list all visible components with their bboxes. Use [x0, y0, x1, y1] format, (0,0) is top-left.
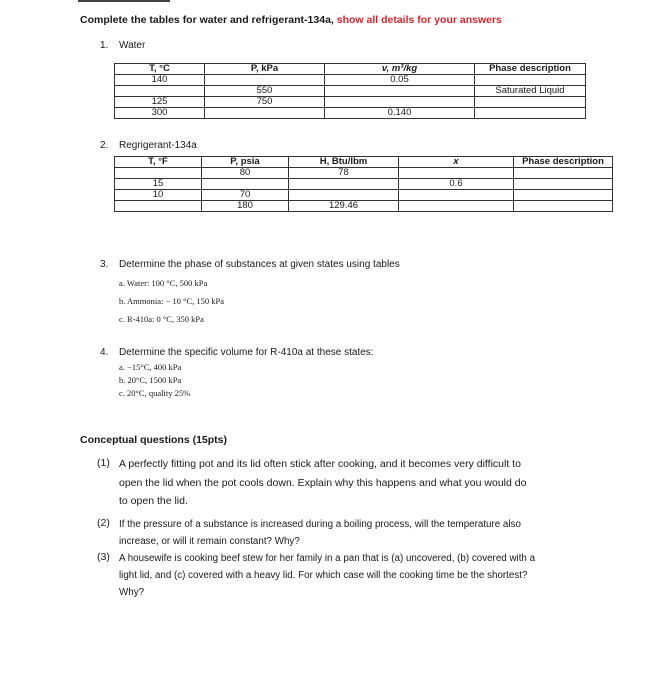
- header-cell: P, psia: [202, 157, 289, 168]
- table-cell: [514, 201, 613, 212]
- r134a-table: [114, 156, 613, 212]
- table-cell: [205, 75, 325, 86]
- table-row: [115, 97, 586, 108]
- section-4-item: b. 20°C, 1500 kPa: [119, 375, 182, 385]
- question-line: light lid, and (c) covered with a heavy lid. For which case will the cooking time be the shortest?: [119, 570, 528, 581]
- table-cell: [202, 179, 289, 190]
- header-cell: x: [399, 157, 514, 168]
- table-cell: [475, 97, 586, 108]
- table-cell: 140: [115, 75, 205, 86]
- table-cell: [514, 168, 613, 179]
- header-cell: H, Btu/lbm: [289, 157, 399, 168]
- question-number: (1): [97, 457, 110, 469]
- header-cell: T, °C: [115, 64, 205, 75]
- table-cell: [475, 108, 586, 119]
- heading-text: Complete the tables for water and refrigerant-134a,: [80, 14, 334, 26]
- section-4-item: c. 20°C, quality 25%: [119, 388, 191, 398]
- table-cell: 180: [202, 201, 289, 212]
- table-row: [115, 168, 613, 179]
- water-table-header: [115, 64, 586, 75]
- table-cell: 0.05: [325, 75, 475, 86]
- table-cell: 70: [202, 190, 289, 201]
- table-cell: 78: [289, 168, 399, 179]
- table-cell: 15: [115, 179, 202, 190]
- table-cell: 300: [115, 108, 205, 119]
- table-cell: [475, 75, 586, 86]
- table-cell: [115, 168, 202, 179]
- section-4-item: a. −15°C, 400 kPa: [119, 362, 182, 372]
- table-cell: 750: [205, 97, 325, 108]
- section-2-title: Regrigerant-134a: [119, 140, 197, 151]
- question-number: (3): [97, 551, 110, 563]
- section-3-title: Determine the phase of substances at given states using tables: [119, 259, 400, 270]
- table-cell: 125: [115, 97, 205, 108]
- table-cell: [115, 86, 205, 97]
- table-cell: [514, 179, 613, 190]
- header-cell: Phase description: [475, 64, 586, 75]
- question-text: [119, 550, 535, 601]
- question-text: [119, 516, 521, 550]
- section-3-item: c. R-410a: 0 °C, 350 kPa: [119, 314, 204, 324]
- table-cell: Saturated Liquid: [475, 86, 586, 97]
- table-cell: 550: [205, 86, 325, 97]
- table-cell: 129.46: [289, 201, 399, 212]
- question-number: (2): [97, 517, 110, 529]
- question-line: increase, or will it remain constant? Why?: [119, 536, 300, 547]
- heading-highlight: show all details for your answers: [336, 14, 502, 26]
- question-line: A housewife is cooking beef stew for her family in a pan that is (a) uncovered, (b) covered with a: [119, 553, 536, 564]
- table-row: [115, 86, 586, 97]
- top-rule: [78, 0, 170, 2]
- section-1-number: 1.: [100, 40, 109, 51]
- section-4-number: 4.: [100, 347, 109, 358]
- section-4-title: Determine the specific volume for R-410a at these states:: [119, 347, 374, 358]
- table-cell: 0.140: [325, 108, 475, 119]
- table-cell: 0.6: [399, 179, 514, 190]
- table-cell: 10: [115, 190, 202, 201]
- table-row: [115, 108, 586, 119]
- table-row: [115, 201, 613, 212]
- table-cell: [205, 108, 325, 119]
- r134a-table-header: [115, 157, 613, 168]
- question-line: to open the lid.: [119, 495, 188, 507]
- table-cell: [399, 168, 514, 179]
- table-cell: [289, 190, 399, 201]
- header-cell: v, m³/kg: [325, 64, 475, 75]
- table-row: [115, 190, 613, 201]
- question-line: A perfectly fitting pot and its lid often stick after cooking, and it becomes very difficult to: [119, 458, 521, 470]
- section-3-number: 3.: [100, 259, 109, 270]
- section-3-item: b. Ammonia: − 10 °C, 150 kPa: [119, 296, 225, 306]
- section-2-number: 2.: [100, 140, 109, 151]
- header-cell: Phase description: [514, 157, 613, 168]
- table-cell: [325, 86, 475, 97]
- header-cell: T, °F: [115, 157, 202, 168]
- header-cell: P, kPa: [205, 64, 325, 75]
- table-cell: [399, 190, 514, 201]
- table-cell: 80: [202, 168, 289, 179]
- table-cell: [514, 190, 613, 201]
- page-heading: [80, 14, 502, 26]
- table-cell: [115, 201, 202, 212]
- question-line: If the pressure of a substance is increased during a boiling process, will the temperature also: [119, 519, 521, 530]
- table-row: [115, 179, 613, 190]
- table-cell: [289, 179, 399, 190]
- section-1-title: Water: [119, 40, 146, 51]
- section-3-item: a. Water: 100 °C, 500 kPa: [119, 278, 208, 288]
- question-line: Why?: [119, 587, 145, 598]
- question-text: [119, 455, 526, 511]
- table-row: [115, 75, 586, 86]
- table-cell: [325, 97, 475, 108]
- water-table: [114, 63, 586, 119]
- conceptual-title: Conceptual questions (15pts): [80, 434, 228, 446]
- table-cell: [399, 201, 514, 212]
- question-line: open the lid when the pot cools down. Explain why this happens and what you would do: [119, 476, 527, 489]
